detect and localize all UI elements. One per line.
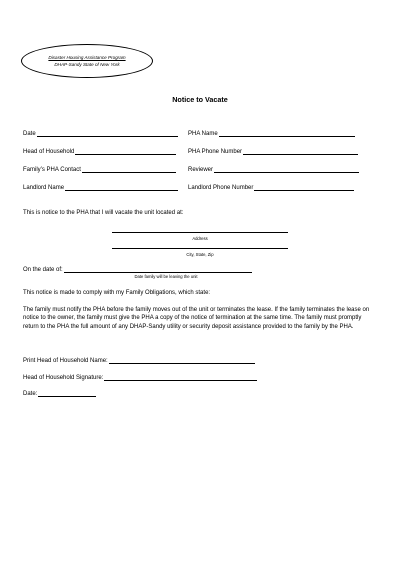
landlord-phone-line[interactable] [254, 184, 354, 191]
pha-phone-field[interactable] [188, 148, 358, 155]
sign-date-field[interactable] [23, 390, 96, 397]
family-obligation-paragraph: The family must notify the PHA before the family moves out of the unit or terminates the lease. If the family terminates the lease on notice to the owner, the family must give the PHA a copy of the notice of termination at the same time. The family must promptly return to the PHA the full amount of any DHAP-Sandy utility or security deposit assistance provided to the family by the PHA. [23, 307, 370, 330]
signature-field[interactable] [23, 374, 257, 381]
notice-intro: This is notice to the PHA that I will vacate the unit located at: [23, 210, 184, 216]
address-caption: Address [192, 236, 208, 241]
print-name-label: Print Head of Household Name: [23, 358, 108, 364]
program-seal [21, 44, 153, 78]
vacate-date-caption: Date family will be leaving the unit [134, 274, 198, 279]
city-state-zip-caption: City, State, Zip [186, 252, 214, 257]
reviewer-line[interactable] [214, 166, 359, 173]
sign-date-label: Date: [23, 391, 38, 397]
date-line[interactable] [37, 130, 178, 137]
vacate-date-field[interactable] [23, 266, 252, 273]
pha-name-label: PHA Name [188, 131, 218, 137]
print-name-line[interactable] [109, 357, 255, 364]
comply-text: This notice is made to comply with my Family Obligations, which state: [23, 290, 211, 296]
signature-label: Head of Household Signature: [23, 375, 104, 381]
vacate-date-label: On the date of: [23, 267, 63, 273]
city-state-zip-line[interactable] [112, 248, 288, 249]
pha-name-field[interactable] [188, 130, 355, 137]
family-pha-contact-label: Family’s PHA Contact [23, 167, 81, 173]
date-label: Date [23, 131, 36, 137]
address-line[interactable] [112, 232, 288, 233]
landlord-name-label: Landlord Name [23, 185, 65, 191]
pha-phone-label: PHA Phone Number [188, 149, 243, 155]
head-of-household-label: Head of Household [23, 149, 75, 155]
family-pha-contact-line[interactable] [82, 166, 176, 173]
landlord-phone-label: Landlord Phone Number [188, 185, 254, 191]
reviewer-label: Reviewer [188, 167, 214, 173]
landlord-phone-field[interactable] [188, 184, 354, 191]
vacate-date-line[interactable] [64, 266, 252, 273]
family-pha-contact-field[interactable] [23, 166, 176, 173]
landlord-name-field[interactable] [23, 184, 178, 191]
signature-line[interactable] [104, 374, 257, 381]
head-of-household-field[interactable] [23, 148, 176, 155]
seal-program-state: DHAP-Sandy State of New York [54, 61, 120, 67]
date-field[interactable] [23, 130, 178, 137]
pha-phone-line[interactable] [243, 148, 358, 155]
reviewer-field[interactable] [188, 166, 359, 173]
seal-program-name: Disaster Housing Assistance Program [48, 55, 126, 60]
sign-date-line[interactable] [38, 390, 96, 397]
pha-name-line[interactable] [219, 130, 355, 137]
print-name-field[interactable] [23, 357, 255, 364]
head-of-household-line[interactable] [75, 148, 176, 155]
page-title: Notice to Vacate [172, 95, 228, 104]
landlord-name-line[interactable] [65, 184, 178, 191]
